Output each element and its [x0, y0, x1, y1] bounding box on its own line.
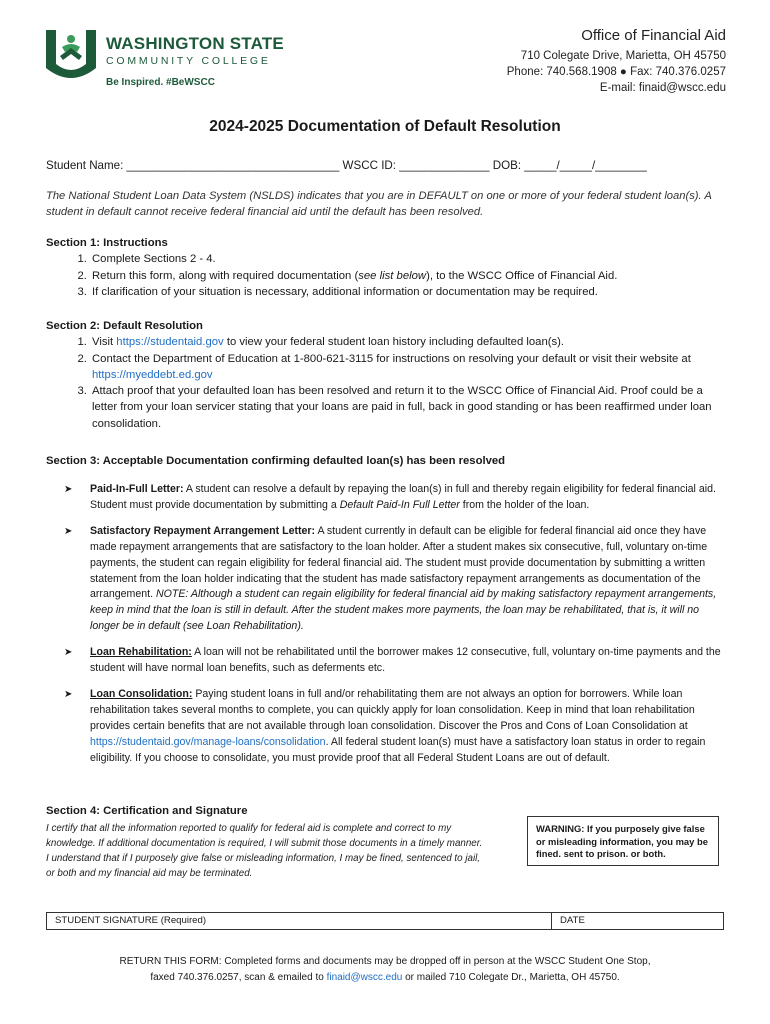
list-item-text: Complete Sections 2 - 4. [92, 253, 216, 266]
list-item-text: ), to the WSCC Office of Financial Aid. [426, 269, 618, 282]
consolidation-link[interactable]: https://studentaid.gov/manage-loans/consolidation [90, 735, 326, 748]
studentaid-link[interactable]: https://studentaid.gov [116, 336, 224, 349]
document-title: 2024-2025 Documentation of Default Resolution [209, 118, 561, 135]
certification-statement: I certify that all the information reported to qualify for federal aid is complete and correct to my knowledge. If additional documentation is required, I will submit those documents in a timely manner. I understand that if I purposely give false or misleading information, I may be fined, sentenced to jail, or both and my financial aid may be terminated. [46, 823, 483, 879]
logo-college-subname: COMMUNITY COLLEGE [106, 55, 271, 67]
section-2-list [46, 334, 730, 432]
logo-tagline: Be Inspired. #BeWSCC [106, 77, 215, 88]
list-item-italic: see list below [358, 269, 427, 282]
college-logo-mark-icon [42, 26, 100, 80]
section-3-title [46, 453, 730, 469]
section-4-title-text: Section 4: Certification and Signature [46, 805, 248, 817]
office-contact-block [507, 27, 726, 96]
section-2-title: Section 2: Default Resolution [46, 320, 203, 332]
bullet-lead: Paid-In-Full Letter: [90, 483, 184, 495]
myeddebt-link[interactable]: https://myeddebt.ed.gov [92, 368, 213, 381]
arrow-bullet-icon: ➤ [64, 525, 73, 537]
list-item [64, 524, 728, 635]
arrow-bullet-icon: ➤ [64, 647, 73, 659]
bullet-italic: NOTE: Although a student can regain eligibility for federal financial aid by making satisfactory repayment arrangements, keep in mind that the loan is still in default. After the student makes more payments, the loan may be rehabilitated, that is, it will no longer be in default (see Loan Rehabilitation). [90, 588, 717, 633]
student-signature-field[interactable]: STUDENT SIGNATURE (Required) [47, 913, 552, 929]
section-1-list [46, 251, 730, 300]
section-1-instructions [46, 235, 730, 300]
office-name: Office of Financial Aid [581, 27, 726, 44]
list-item [90, 334, 730, 350]
list-item-text: to view your federal student loan history including defaulted loan(s). [223, 336, 565, 349]
list-item-text: Attach proof that your defaulted loan has been resolved and return it to the WSCC Office of Financial Aid. Proof could be a letter from your loan servicer stating that your loans are paid in full, back in good standing or has been reaffirmed under loan consolidation. [92, 385, 712, 430]
bullet-text: . All federal student loan(s) must have a satisfactory loan status in order to regain eligibility. If you choose to consolidate, you must provide proof that all Federal Student Loans are out of default. [90, 735, 706, 764]
bullet-text: A loan will not be rehabilitated until the borrower makes 12 consecutive, full, voluntary on-time payments and the student will have normal loan benefits, such as deferments etc. [90, 646, 721, 675]
footer-text: faxed 740.376.0257, scan & emailed to [150, 972, 327, 983]
list-item [64, 687, 728, 767]
office-address: 710 Colegate Drive, Marietta, OH 45750 [520, 50, 726, 62]
list-item-text: Visit [92, 336, 117, 349]
list-item-text: If clarification of your situation is necessary, additional information or documentation may be required. [92, 285, 598, 298]
college-logo [42, 26, 292, 92]
intro-paragraph: The National Student Loan Data System (NSLDS) indicates that you are in DEFAULT on one or more of your federal student loan(s). A student in default cannot receive federal financial aid until the default has been resolved. [46, 190, 712, 218]
section-1-title: Section 1: Instructions [46, 237, 168, 249]
footer-line-2 [0, 970, 770, 986]
bullet-text: Paying student loans in full and/or rehabilitating them are not always an option for borrowers. While loan rehabilitation takes several months to complete, you can quickly apply for loan consolidation. Keep in mind that loan rehabilitation provides certain benefits that are not available through loan consolidation. Discover the Pros and Cons of Loan Consolidation at [90, 687, 695, 732]
section-3-title-text: Section 3: Acceptable Documentation confirming defaulted loan(s) has been resolved [46, 455, 506, 467]
list-item [64, 482, 728, 514]
bullet-lead: Loan Consolidation: [90, 687, 193, 700]
bullet-italic: Default Paid-In Full Letter [339, 498, 460, 511]
section-3-bullet-list [64, 482, 728, 767]
footer-line-1: RETURN THIS FORM: Completed forms and documents may be dropped off in person at the WSCC Student One Stop, [119, 956, 651, 967]
list-item-text: Return this form, along with required documentation ( [92, 269, 359, 282]
finaid-email-link[interactable]: finaid@wscc.edu [326, 972, 403, 983]
office-phone-fax: Phone: 740.568.1908 ● Fax: 740.376.0257 [506, 66, 726, 78]
return-instructions-footer [0, 954, 770, 986]
date-field[interactable]: DATE [560, 915, 585, 926]
signature-row [46, 912, 724, 930]
bullet-lead: Satisfactory Repayment Arrangement Letter: [90, 524, 316, 537]
student-info-fields[interactable]: Student Name: _________________________________ WSCC ID: ______________ DOB: _____/_____/________ [46, 159, 647, 172]
arrow-bullet-icon: ➤ [64, 688, 73, 700]
list-item [90, 284, 730, 300]
office-email: E-mail: finaid@wscc.edu [599, 82, 726, 94]
list-item-text: Contact the Department of Education at 1-800-621-3115 for instructions on resolving your default or visit their website at [92, 352, 691, 365]
list-item [90, 383, 730, 432]
list-item [64, 645, 728, 677]
list-item [90, 251, 730, 267]
bullet-text: A student currently in default can be eligible for federal financial aid once they have made repayment arrangements that are satisfactory to the loan holder. After a student makes six consecutive, full, voluntary on-time payments, the student can regain eligibility for federal financial aid. The student must provide documentation by submitting a written statement from the loan holder indicating that the student has made satisfactory repayment arrangements as documentation of the arrangement. [90, 524, 708, 601]
warning-box: WARNING: If you purposely give false or misleading information, you may be fined. sent to prison. or both. [527, 816, 719, 866]
bullet-lead: Loan Rehabilitation: [90, 646, 192, 659]
section-2-default-resolution [46, 318, 730, 432]
list-item [90, 268, 730, 284]
logo-college-name: WASHINGTON STATE [106, 34, 284, 53]
footer-text: or mailed 710 Colegate Dr., Marietta, OH 45750. [402, 972, 620, 983]
list-item [90, 351, 730, 384]
arrow-bullet-icon: ➤ [64, 484, 73, 495]
bullet-text: from the holder of the loan. [459, 498, 590, 511]
bullet-text: A student can resolve a default by repaying the loan(s) in full and thereby regain eligibility for federal financial aid. Student must provide documentation by submitting a [90, 483, 716, 511]
